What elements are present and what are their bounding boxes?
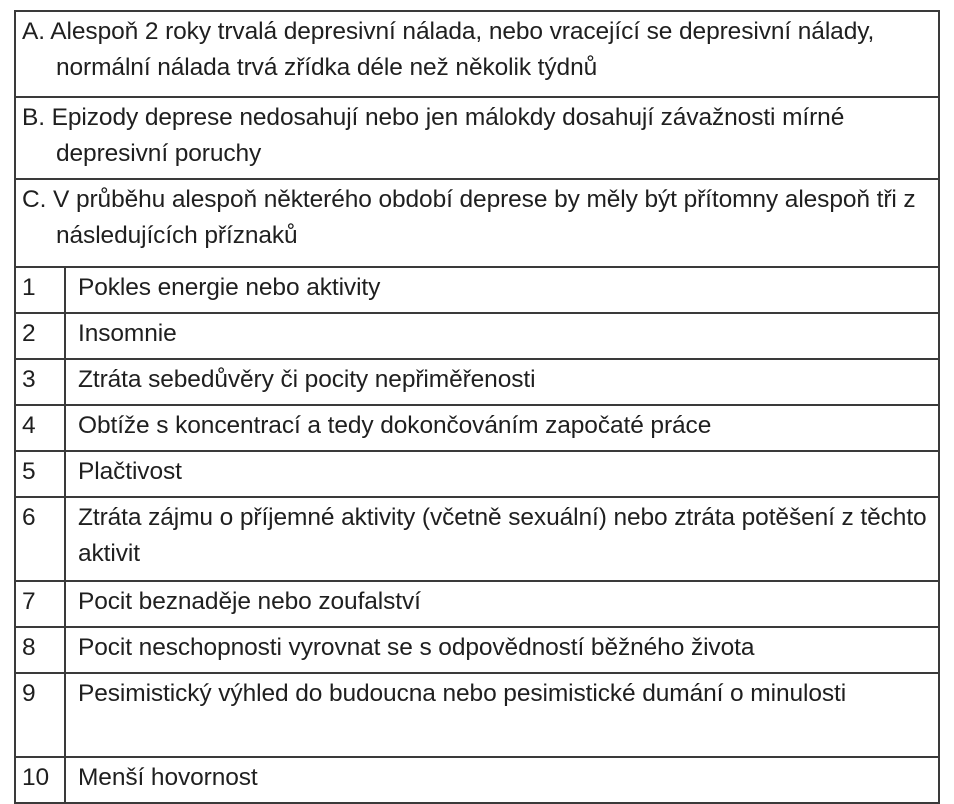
criterion-cell [15, 11, 939, 97]
criterion-text: A. Alespoň 2 roky trvalá depresivní nálada, nebo vracející se depresivní nálady, normální nálada trvá zřídka déle než několik týdnů [22, 18, 875, 81]
symptom-row [15, 581, 939, 627]
symptom-number: 10 [15, 757, 65, 803]
symptom-text: Pokles energie nebo aktivity [65, 267, 939, 313]
symptom-row [15, 497, 939, 581]
criterion-row-a [15, 11, 939, 97]
symptom-number: 2 [15, 313, 65, 359]
symptom-row [15, 267, 939, 313]
symptom-text: Ztráta sebedůvěry či pocity nepřiměřenosti [65, 359, 939, 405]
symptom-text: Menší hovornost [65, 757, 939, 803]
symptom-number: 7 [15, 581, 65, 627]
symptom-number: 1 [15, 267, 65, 313]
criterion-text: C. V průběhu alespoň některého období deprese by měly být přítomny alespoň tři z následujících příznaků [22, 186, 916, 249]
symptom-row [15, 757, 939, 803]
symptom-text: Ztráta zájmu o příjemné aktivity (včetně sexuální) nebo ztráta potěšení z těchto aktivit [65, 497, 939, 581]
criterion-cell [15, 97, 939, 179]
symptom-number: 8 [15, 627, 65, 673]
symptom-number: 5 [15, 451, 65, 497]
criterion-cell [15, 179, 939, 267]
symptom-row [15, 359, 939, 405]
symptom-text: Insomnie [65, 313, 939, 359]
symptom-row [15, 313, 939, 359]
symptom-row [15, 627, 939, 673]
symptom-text: Pocit beznaděje nebo zoufalství [65, 581, 939, 627]
symptom-number: 3 [15, 359, 65, 405]
symptom-text: Pesimistický výhled do budoucna nebo pesimistické dumání o minulosti [65, 673, 939, 757]
symptom-number: 6 [15, 497, 65, 581]
symptom-row [15, 405, 939, 451]
cropped-caption-strip [14, 0, 940, 10]
symptom-row [15, 673, 939, 757]
criterion-text: B. Epizody deprese nedosahují nebo jen málokdy dosahují závažnosti mírné depresivní poruchy [22, 104, 845, 167]
criteria-table [14, 10, 940, 804]
criterion-row-b [15, 97, 939, 179]
symptom-text: Obtíže s koncentrací a tedy dokončováním započaté práce [65, 405, 939, 451]
criterion-row-c [15, 179, 939, 267]
symptom-number: 4 [15, 405, 65, 451]
symptom-row [15, 451, 939, 497]
symptom-number: 9 [15, 673, 65, 757]
symptom-text: Plačtivost [65, 451, 939, 497]
symptom-text: Pocit neschopnosti vyrovnat se s odpovědností běžného života [65, 627, 939, 673]
